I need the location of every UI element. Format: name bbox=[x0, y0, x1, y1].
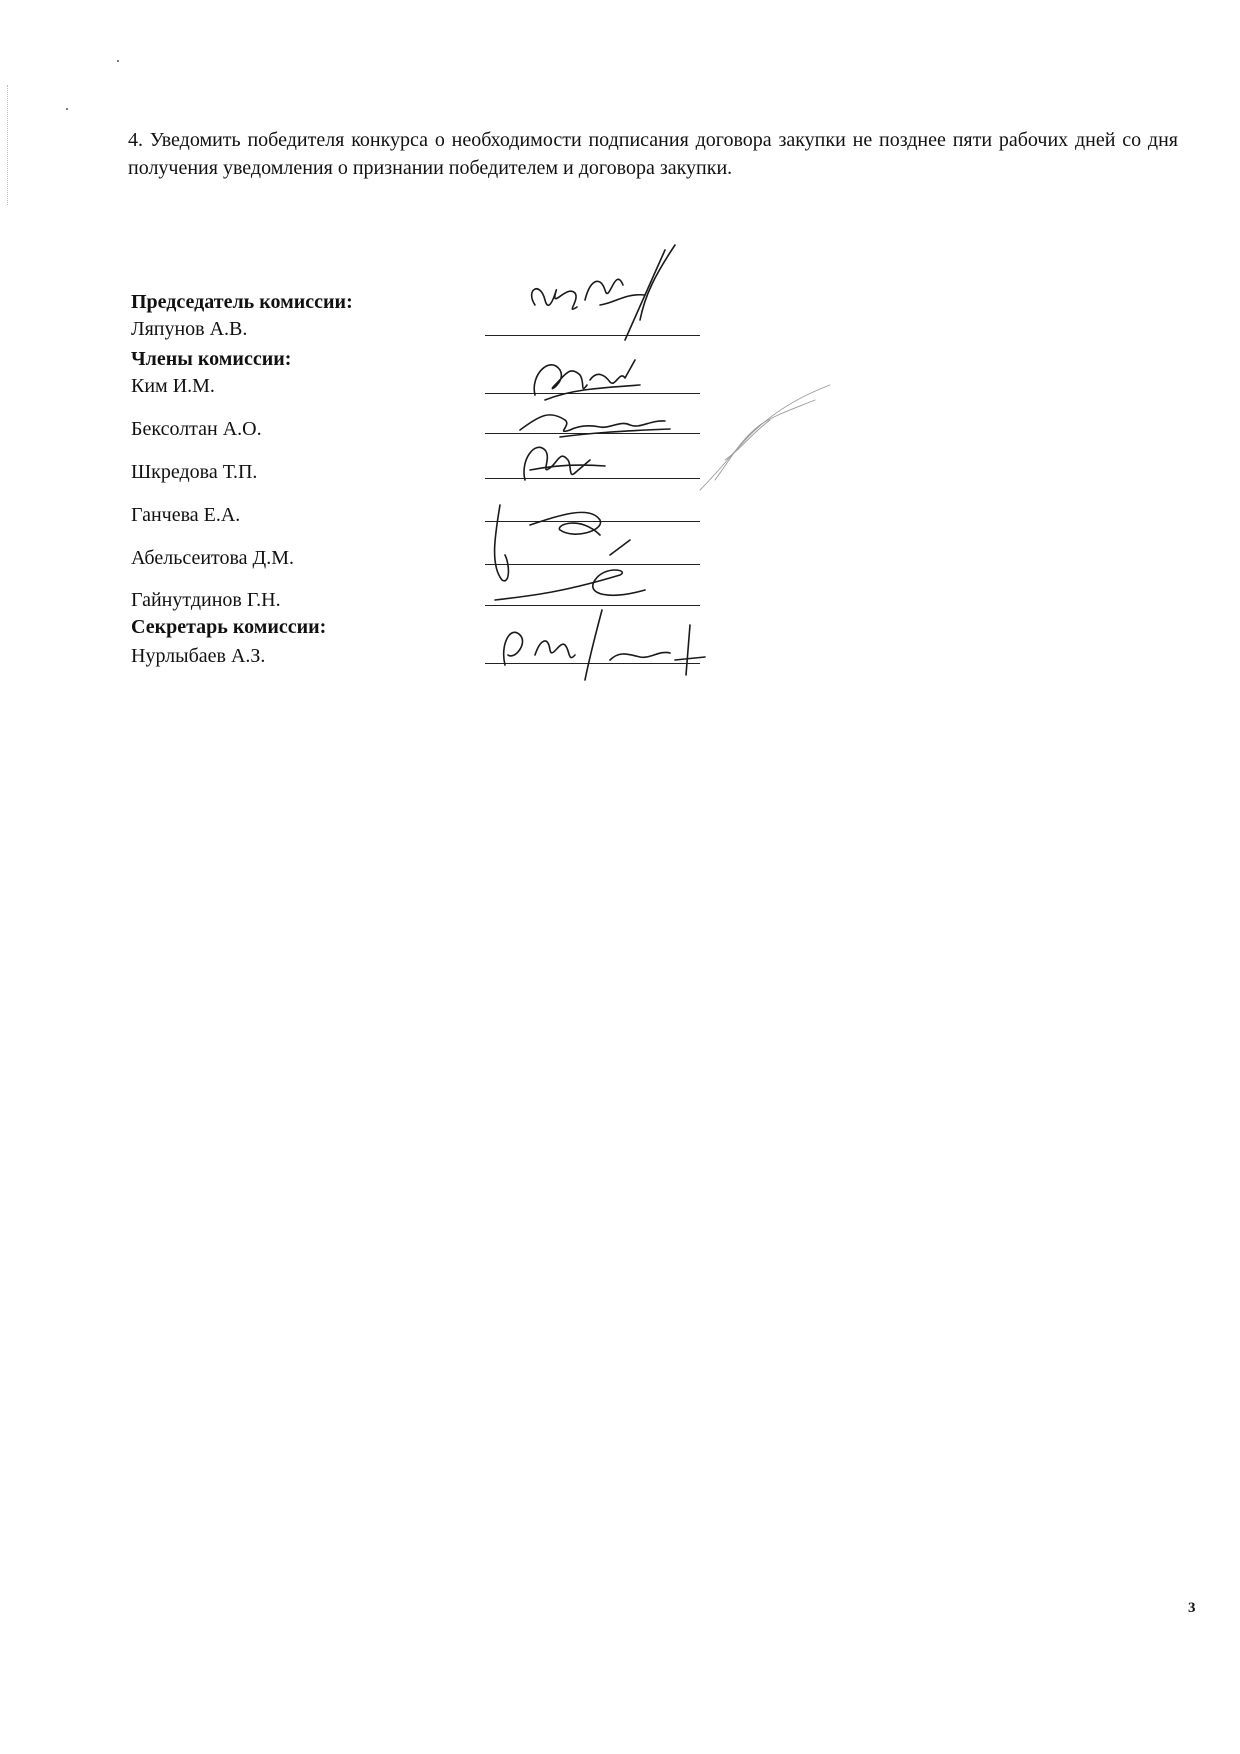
member-name-6: Гайнутдинов Г.Н. bbox=[131, 589, 281, 611]
member-name-3: Шкредова Т.П. bbox=[131, 461, 258, 483]
member-name-2: Бексолтан А.О. bbox=[131, 418, 262, 440]
scan-edge-mark bbox=[7, 85, 9, 205]
chairman-name: Ляпунов А.В. bbox=[131, 318, 248, 340]
page-number: 3 bbox=[1188, 1600, 1196, 1616]
faint-signature-imprint bbox=[690, 380, 840, 500]
member-3-signature bbox=[510, 430, 620, 490]
secretary-signature bbox=[490, 605, 710, 685]
member-name-1: Ким И.М. bbox=[131, 375, 215, 397]
members-heading: Члены комиссии: bbox=[131, 348, 292, 370]
member-name-4: Ганчева Е.А. bbox=[131, 504, 241, 526]
chairman-heading: Председатель комиссии: bbox=[131, 291, 353, 313]
member-name-5: Абельсеитова Д.М. bbox=[131, 547, 294, 569]
secretary-name: Нурлыбаев А.З. bbox=[131, 645, 266, 667]
member-4-5-signature bbox=[480, 485, 650, 615]
chairman-signature bbox=[505, 245, 685, 345]
scan-speck bbox=[117, 60, 119, 62]
paragraph-item-4: 4. Уведомить победителя конкурса о необходимости подписания договора закупки не позднее пяти рабочих дней со дня получения уведомления о признании победителем и договора закупки. bbox=[128, 129, 1178, 179]
secretary-heading: Секретарь комиссии: bbox=[131, 616, 327, 638]
scan-speck bbox=[66, 108, 68, 110]
